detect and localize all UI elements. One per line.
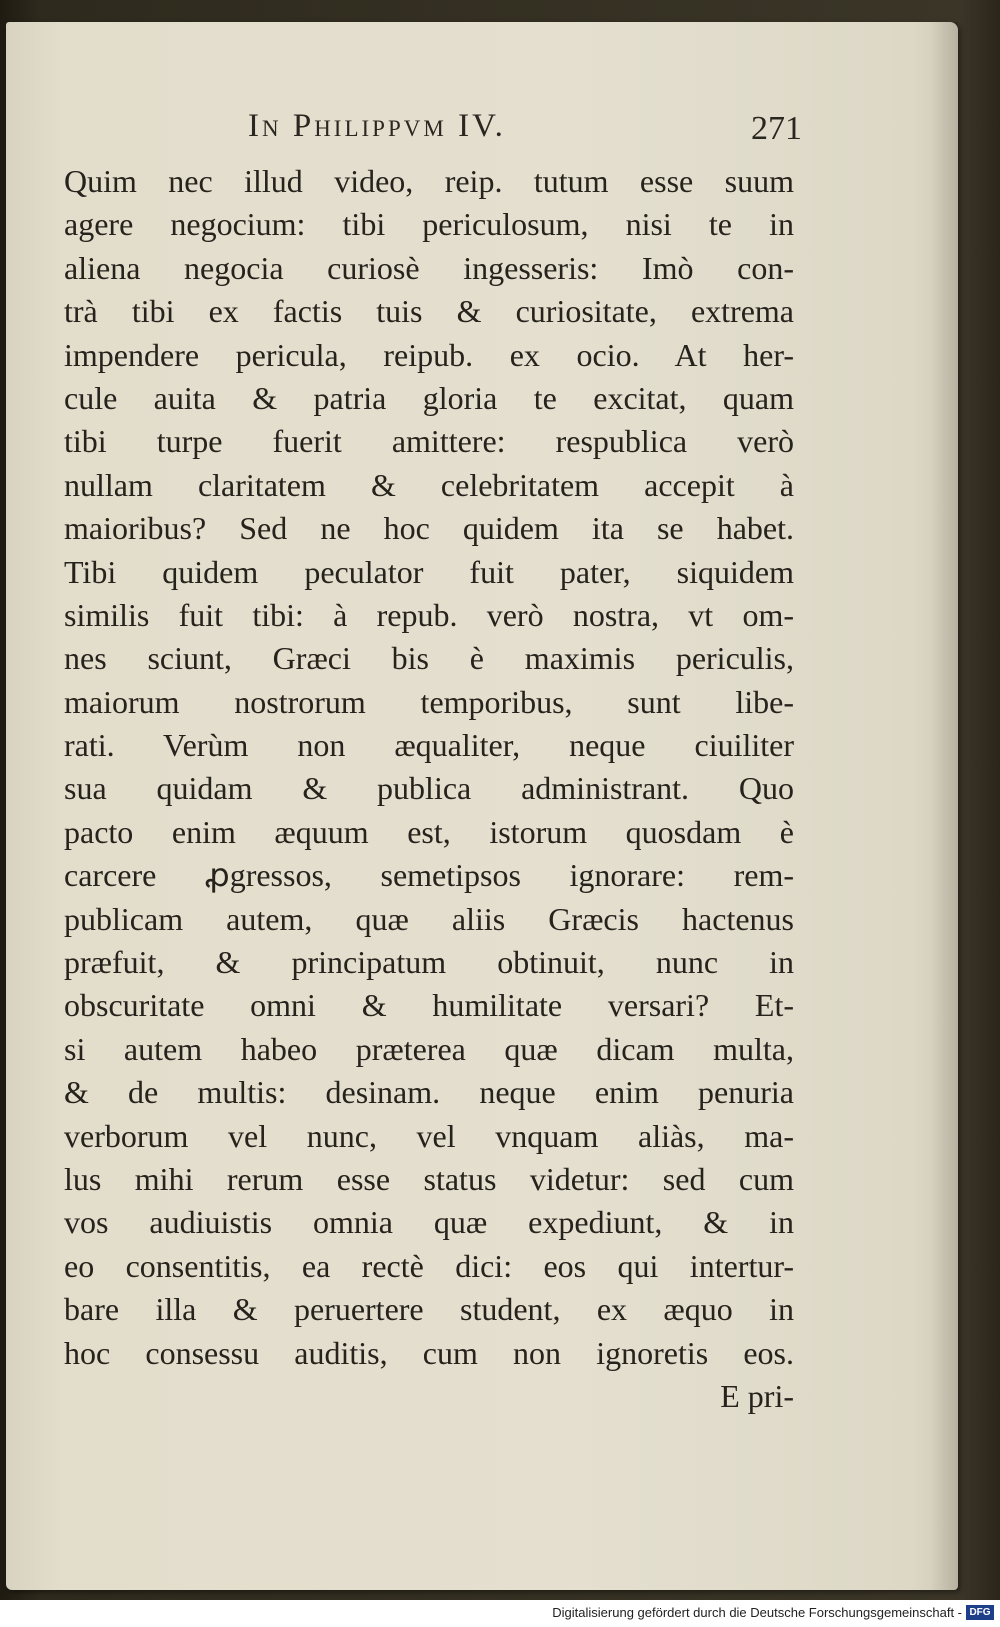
text-line: sua quidam & publica administrant. Quo [64,770,794,807]
text-line: & de multis: desinam. neque enim penuria [64,1074,794,1111]
text-line: eo consentitis, ea rectè dici: eos qui intertur- [64,1247,794,1284]
text-line: tibi turpe fuerit amittere: respublica verò [64,423,794,460]
funding-credit: Digitalisierung gefördert durch die Deutsche Forschungsgemeinschaft - [552,1605,962,1620]
text-line: maiorum nostrorum temporibus, sunt libe- [64,683,794,720]
running-head [62,108,802,158]
text-line: aliena negocia curiosè ingesseris: Imò con- [64,249,794,286]
text-line: præfuit, & principatum obtinuit, nunc in [64,944,794,981]
text-line: pacto enim æquum est, istorum quosdam è [64,813,794,850]
text-line: Quim nec illud video, reip. tutum esse suum [64,163,794,199]
text-line: nullam claritatem & celebritatem accepit à [64,466,794,503]
text-line: trà tibi ex factis tuis & curiositate, extrema [64,293,794,330]
text-line: vos audiuistis omnia quæ expediunt, & in [64,1204,794,1241]
page-edge-shadow [930,22,958,1590]
text-line: nes sciunt, Græci bis è maximis periculis, [64,640,794,677]
text-line: hoc consessu auditis, cum non ignoretis eos. [64,1334,794,1371]
text-line: agere negocium: tibi periculosum, nisi te in [64,206,794,243]
dfg-logo: DFG [966,1605,994,1620]
text-line: si autem habeo præterea quæ dicam multa, [64,1030,794,1067]
text-line: lus mihi rerum esse status videtur: sed cum [64,1160,794,1197]
text-line: bare illa & peruertere student, ex æquo in [64,1291,794,1328]
digitization-footer [0,1600,1000,1627]
text-line: publicam autem, quæ aliis Græcis hactenus [64,900,794,937]
text-line: carcere ꝓgressos, semetipsos ignorare: rem- [64,857,794,894]
page-number: 271 [751,110,802,147]
body-text [64,160,794,1375]
running-title: In Philippvm IV. [248,108,506,144]
text-line: obscuritate omni & humilitate versari? Et- [64,987,794,1024]
text-line: impendere pericula, reipub. ex ocio. At her- [64,336,794,373]
text-line: verborum vel nunc, vel vnquam aliàs, ma- [64,1117,794,1154]
text-line: maioribus? Sed ne hoc quidem ita se habet. [64,510,794,547]
text-line: cule auita & patria gloria te excitat, quam [64,379,794,416]
text-line: similis fuit tibi: à repub. verò nostra, vt om- [64,596,794,633]
catchword: E pri- [720,1378,794,1414]
text-line: Tibi quidem peculator fuit pater, siquidem [64,553,794,590]
text-line: rati. Verùm non æqualiter, neque ciuiliter [64,727,794,764]
